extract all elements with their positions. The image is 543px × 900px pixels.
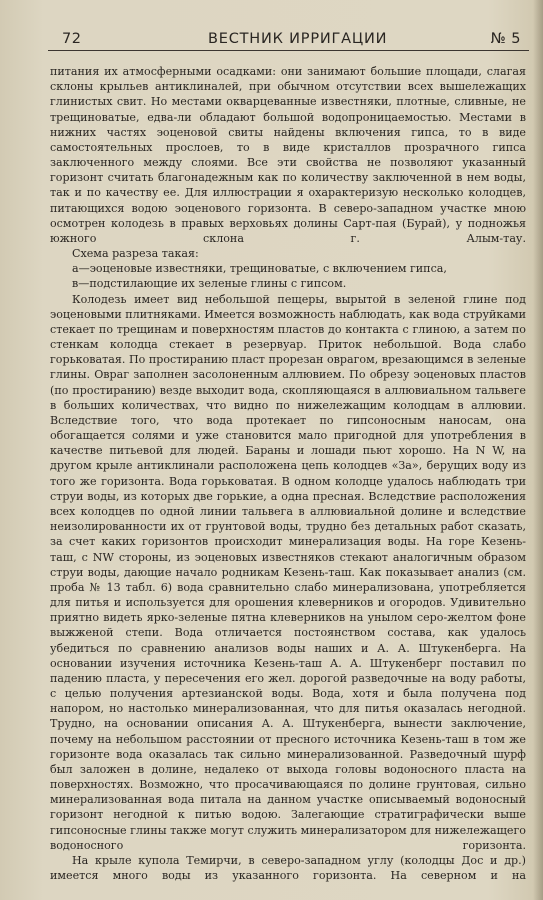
body-text [50,64,526,883]
scheme-item-b: в—подстилающие их зеленые глины с гипсом. [72,277,347,291]
scheme-item-a: а—эоценовые известняки, трещиноватые, с включением гипса, [72,262,447,276]
paragraph-scheme-heading: Схема разреза такая: [72,247,199,261]
running-header [48,28,529,51]
paragraph-intro: питания их атмосферными осадками: они занимают большие площади, слагая склоны крыльев антиклиналей, при обычном отсутствии всех вышележащих глинистых свит. Но местами окварцеванные известняки, плотные, сливные, не трещиноватые, едва-ли обладают большой водопроницаемостью. Местами в нижних частях эоценовой свиты найдены включения гипса, то в виде самостоятельных прослоев, то в виде кристаллов прозрачного гипса заключенного между слоями. Все эти свойства не позволяют указанный горизонт считать благонадежным как по количеству заключенной в нем воды, так и по качеству ее. Для иллюстрации я охарактеризую несколько колодцев, питающихся водою эоценового горизонта. В северо-западном участке мною осмотрен колодезь в правых верховьях долины Сарт-пая (Бурай), у подножья южного склона г. Алым-тау. [50,65,526,245]
issue-number: № 5 [490,31,521,47]
paragraph-well-description: Колодезь имеет вид небольшой пещеры, вырытой в зеленой глине под эоценовыми плитняками. Имеется возможность наблюдать, как вода струйками стекает по трещинам и поверхностям пластов до контакта с глиною, а затем по стенкам колодца стекает в резервуар. Приток небольшой. Вода слабо горьковатая. По простиранию пласт прорезан оврагом, врезающимся в зеленые глины. Овраг заполнен засолоненным аллювием. По обрезу эоценовых пластов (по простиранию) везде выходит вода, скопляющаяся в аллювиальном тальвеге в больших количествах, что видно по нижележащим колодцам в аллювии. Вследствие того, что вода протекает по гипсоносным наносам, она обогащается солями и уже становится мало пригодной для употребления в качестве питьевой для людей. Бараны и лошади пьют хорошо. На N W, на другом крыле антиклинали расположена цепь колодцев «За», берущих воду из того же горизонта. Вода горьковатая. В одном колодце удалось наблюдать три струи воды, из которых две горькие, а одна пресная. Вследствие расположения всех колодцев по одной линии тальвега в аллювиальной долине и вследствие неизолированности их от грунтовой воды, трудно без детальных работ сказать, за счет каких горизонтов происходит минерализация воды. На горе Кезень-таш, с NW стороны, из эоценовых известняков стекают аналогичным образом струи воды, дающие начало родникам Кезень-таш. Как показывает анализ (см. проба № 13 табл. 6) вода сравнительно слабо минерализована, употребляется для питья и используется для орошения клеверников и огородов. Удивительно приятно видеть ярко-зеленые пятна клеверников на унылом серо-желтом фоне выжженой степи. Вода отличается постоянством состава, как удалось убедиться по сравнению анализов воды наших и А. А. Штукенберга. На основании изучения источника Кезень-таш А. А. Штукенберг поставил по падению пласта, у пересечения его жел. дорогой разведочные на воду работы, с целью получения артезианской воды. Вода, хотя и была получена под напором, но настолько минерализованная, что для питья оказалась негодной. Трудно, на основании описания А. А. Штукенберга, вынести заключение, почему на небольшом расстоянии от пресного источника Кезень-таш в том же горизонте вода оказалась так сильно минерализованной. Разведочный шурф был заложен в долине, недалеко от выхода головы водоносного пласта на поверхностях. Возможно, что просачивающаяся по долине грунтовая, сильно минерализованная вода питала на данном участке описываемый водоносный горизонт негодной к питью водою. Залегающие стратиграфически выше гипсоносные глины также могут служить минерализатором для нижележащего водоносного горизонта. [50,292,526,852]
page-number: 72 [62,31,82,47]
page-edge-shadow [533,0,543,900]
paragraph-temirchi: На крыле купола Темирчи, в северо-западном углу (колодцы Дос и др.) имеется много воды из указанного горизонта. На северном и на [50,853,526,883]
journal-title: ВЕСТНИК ИРРИГАЦИИ [208,31,388,47]
